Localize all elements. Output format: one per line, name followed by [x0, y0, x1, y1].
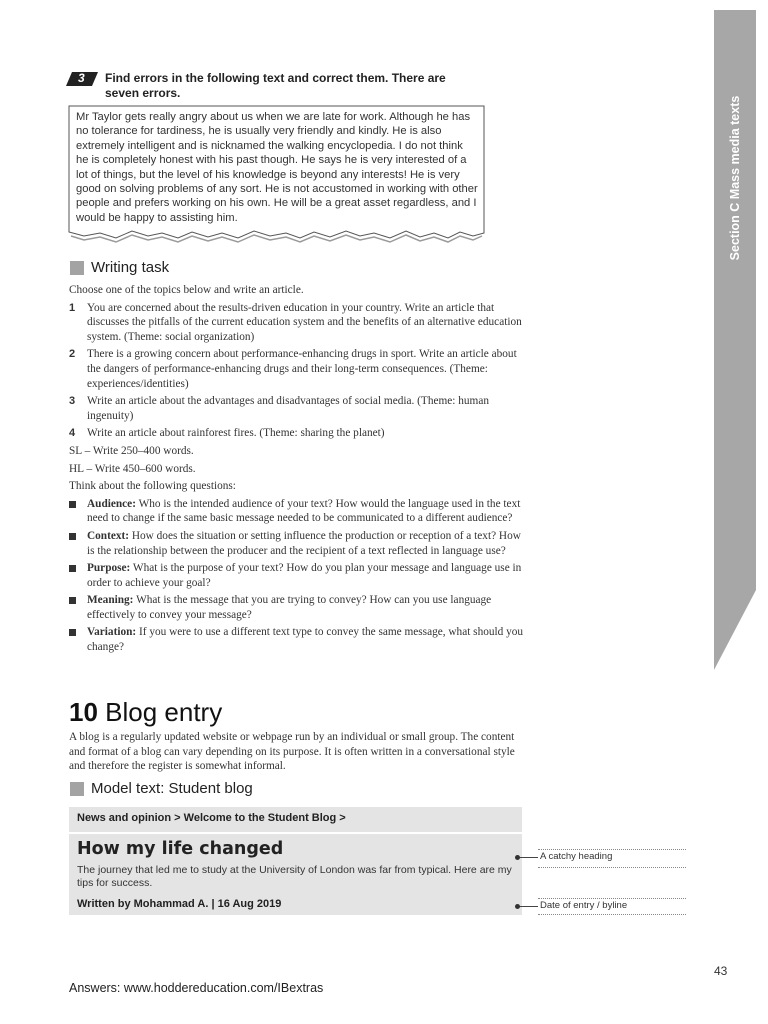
- section-title-text: Blog entry: [105, 697, 223, 727]
- blog-breadcrumb: News and opinion > Welcome to the Student Blog >: [77, 812, 346, 824]
- pointer-arrow-icon: [516, 857, 538, 858]
- question-item: Purpose: What is the purpose of your text? How do you plan your message and language use in order to achieve your goal?: [69, 561, 524, 590]
- annotation-divider: [538, 914, 686, 915]
- bullet-icon: [69, 597, 76, 604]
- blog-description: The journey that led me to study at the University of London was far from typical. Here are my tips for success.: [77, 864, 512, 889]
- annotation-date: Date of entry / byline: [516, 899, 686, 919]
- bullet-icon: [69, 501, 76, 508]
- sl-word-count: SL – Write 250–400 words.: [69, 444, 194, 457]
- side-tab-label: Section C Mass media texts: [728, 95, 742, 261]
- topic-item: 4 Write an article about rainforest fires. (Theme: sharing the planet): [69, 427, 385, 440]
- question-item: Context: How does the situation or setting influence the production or reception of a text? How is the relationship between the producer and the recipient of a text reflected in language use?: [69, 529, 524, 558]
- topic-item: 1 You are concerned about the results-driven education in your country. Write an article that discusses the pitfalls of the current education system and the benefits of an alternative education system. (Theme: social organization): [69, 301, 522, 343]
- bullet-icon: [69, 629, 76, 636]
- think-prompt: Think about the following questions:: [69, 480, 236, 493]
- error-passage-text: Mr Taylor gets really angry about us when we are late for work. Although he has no tolerance for tardiness, he is usually very friendly and kindly. He is also extremely intelligent and is nicknamed the walking encyclopedia. I do not think he is completely honest with his past though. He says he is very interested of a lot of things, but the level of his knowledge is beyond any interests! He is very good on solving problems of any sort. He is not accustomed in working with other people and prefers working on his own. He will be a great asset regardless, and I would be happy to assisting him.: [76, 111, 478, 224]
- blog-intro: A blog is a regularly updated website or webpage run by an individual or small group. The content and format of a blog can vary depending on its purpose. It is often written in a conversational style and therefore the register is somewhat informal.: [69, 731, 515, 773]
- section-number: 10: [69, 697, 98, 727]
- question-item: Variation: If you were to use a different text type to convey the same message, what should you change?: [69, 625, 524, 654]
- exercise-instruction: Find errors in the following text and correct them. There are seven errors.: [105, 71, 446, 100]
- annotation-heading: A catchy heading: [516, 850, 686, 870]
- topic-item: 2 There is a growing concern about performance-enhancing drugs in sport. Write an article about the dangers of performance-enhancing drugs and their long-term consequences. (Theme: experiences/identities): [69, 348, 517, 390]
- heading-square-icon: [70, 261, 84, 275]
- page-number: 43: [714, 964, 728, 978]
- exercise-number: 3: [78, 71, 85, 85]
- annotation-divider: [538, 849, 686, 850]
- footer-answers-link[interactable]: Answers: www.hoddereducation.com/IBextras: [69, 981, 324, 995]
- breadcrumb-divider: [69, 832, 522, 834]
- exercise-header: [66, 71, 486, 101]
- question-item: Meaning: What is the message that you are trying to convey? How can you use language effectively to convey your message?: [69, 593, 524, 622]
- model-text-heading: Model text: Student blog: [70, 780, 253, 797]
- exercise-number-badge: [66, 72, 98, 86]
- annotation-divider: [538, 898, 686, 899]
- section-title: [69, 697, 222, 728]
- blog-title: How my life changed: [77, 839, 284, 859]
- hl-word-count: HL – Write 450–600 words.: [69, 462, 196, 475]
- blog-byline: Written by Mohammad A. | 16 Aug 2019: [77, 898, 282, 910]
- bullet-icon: [69, 533, 76, 540]
- annotation-divider: [538, 867, 686, 868]
- writing-task-intro: Choose one of the topics below and write an article.: [69, 284, 304, 296]
- section-side-tab: [714, 10, 756, 670]
- topic-item: 3 Write an article about the advantages and disadvantages of social media. (Theme: human ingenuity): [69, 395, 489, 422]
- heading-square-icon: [70, 782, 84, 796]
- error-passage-box: [68, 105, 485, 247]
- question-item: Audience: Who is the intended audience of your text? How would the language used in the text need to change if the same basic message needed to be communicated to a different audience?: [69, 497, 524, 526]
- writing-task-body: [69, 283, 524, 658]
- writing-task-heading: Writing task: [70, 259, 169, 276]
- pointer-arrow-icon: [516, 906, 538, 907]
- model-blog-box: [69, 807, 522, 915]
- bullet-icon: [69, 565, 76, 572]
